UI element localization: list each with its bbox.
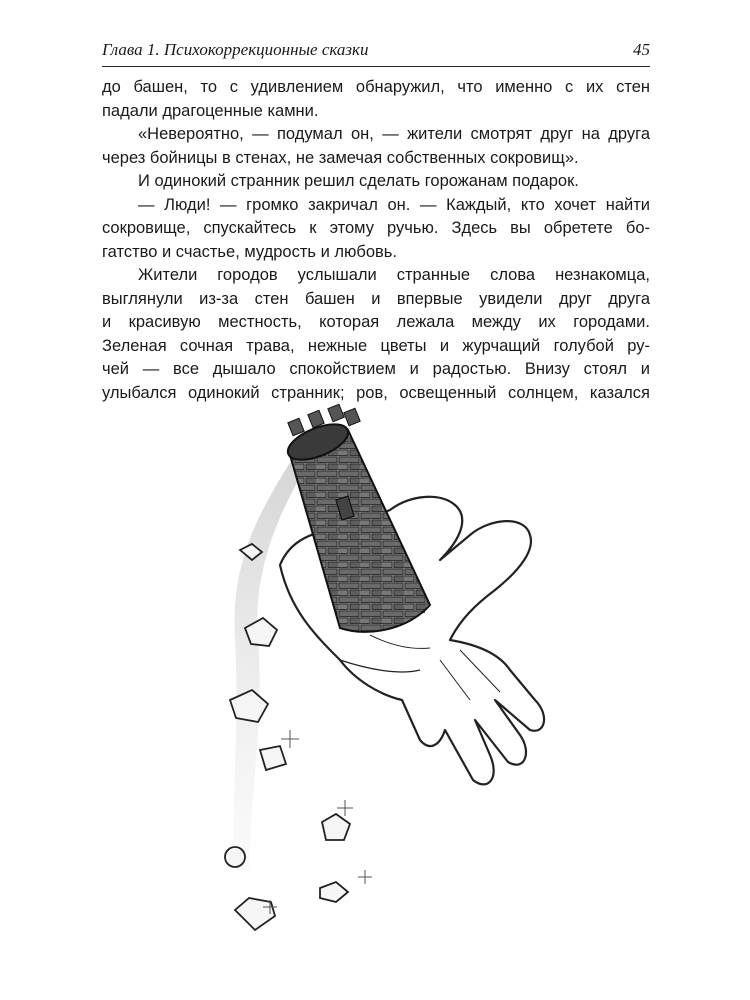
text-line: до башен, то с удивлением обнаружил, что именно с их стен [102, 78, 650, 96]
text-line: «Невероятно, — подумал он, — жители смотрят друг на друга [138, 125, 650, 143]
text-line: чей — все дышало спокойствием и радостью. Внизу стоял и [102, 360, 650, 378]
text-line: через бойницы в стенах, не замечая собственных сокровищ». [102, 148, 579, 167]
running-header [102, 40, 650, 67]
page-number: 45 [633, 40, 650, 59]
text-line: Зеленая сочная трава, нежные цветы и журчащий голубой ру- [102, 336, 650, 355]
text-line: — Люди! — громко закричал он. — Каждый, кто хочет найти [138, 195, 650, 214]
text-line: падали драгоценные камни. [102, 101, 319, 120]
text-line: сокровище, спускайтесь к этому ручью. Здесь вы обретете бо- [102, 219, 650, 237]
text-line: Жители городов услышали странные слова незнакомца, [138, 266, 650, 284]
body-text [102, 76, 650, 405]
chapter-title: Глава 1. Психокоррекционные сказки [102, 40, 369, 59]
hand-tower-gems-icon [140, 400, 610, 980]
gem-stream [234, 450, 310, 870]
text-line: И одинокий странник решил сделать горожанам подарок. [138, 172, 579, 190]
text-line: улыбался одинокий странник; ров, освещенный солнцем, казался [102, 383, 650, 402]
text-line: гатство и счастье, мудрость и любовь. [102, 242, 397, 261]
illustration [140, 400, 610, 980]
text-line: и красивую местность, которая лежала между их городами. [102, 313, 650, 331]
text-line: выглянули из-за стен башен и впервые увидели друг друга [102, 289, 650, 308]
